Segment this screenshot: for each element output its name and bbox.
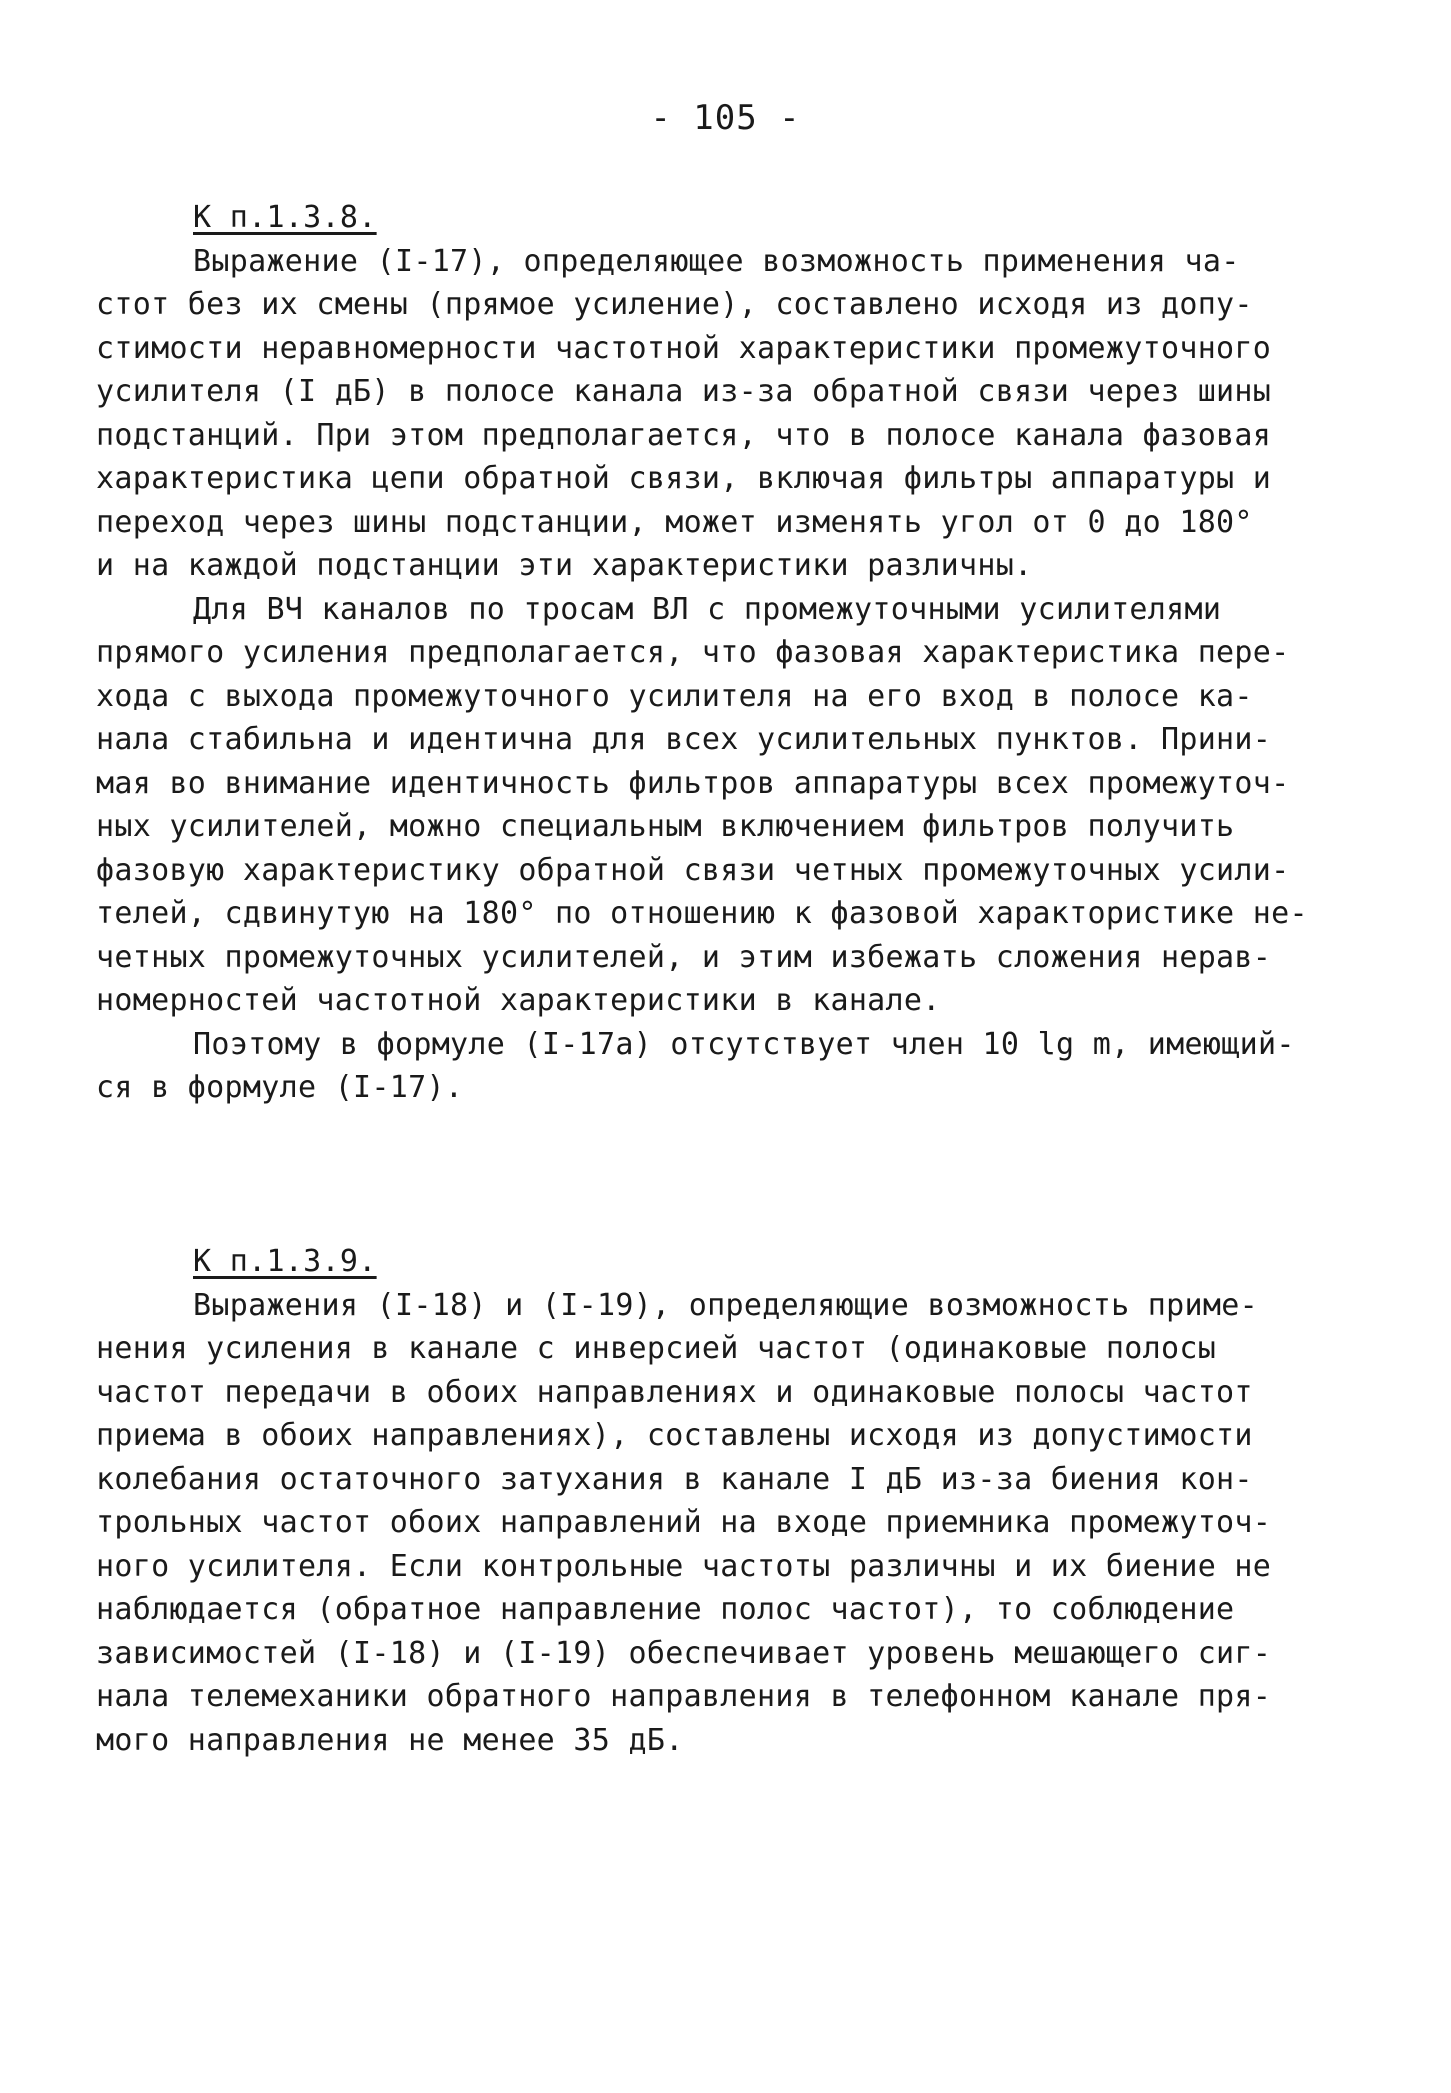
text-line: нения усиления в канале с инверсией частот (одинаковые полосы	[96, 1331, 1217, 1366]
text-line: мого направления не менее 35 дБ.	[96, 1722, 684, 1758]
text-line: Для ВЧ каналов по тросам ВЛ с промежуточными усилителями	[193, 591, 1222, 627]
text-line: характеристика цепи обратной связи, включая фильтры аппаратуры и	[96, 461, 1272, 496]
text-line: телей, сдвинутую на 180° по отношению к фазовой характористике не-	[96, 896, 1308, 931]
paragraph	[96, 1284, 1366, 1763]
section-heading: К п.1.3.9.	[193, 1244, 377, 1279]
section-body	[96, 1284, 1366, 1763]
section-body	[96, 240, 1366, 1110]
text-line: нала стабильна и идентична для всех усилительных пунктов. Прини-	[96, 722, 1272, 757]
section-heading: К п.1.3.8.	[193, 200, 377, 235]
text-line: стимости неравномерности частотной характеристики промежуточного	[96, 330, 1272, 366]
text-line: стот без их смены (прямое усиление), составлено исходя из допу-	[96, 287, 1253, 322]
text-line: колебания остаточного затухания в канале I дБ из-за биения кон-	[96, 1461, 1253, 1497]
text-line: подстанций. При этом предполагается, что в полосе канала фазовая	[96, 417, 1272, 453]
text-line: трольных частот обоих направлений на входе приемника промежуточ-	[96, 1505, 1272, 1540]
paragraph	[96, 588, 1366, 1023]
text-line: хода с выхода промежуточного усилителя на его вход в полосе ка-	[96, 678, 1253, 714]
section-1-3-8	[96, 196, 1366, 1110]
text-line: ного усилителя. Если контрольные частоты различны и их биение не	[96, 1548, 1272, 1584]
text-line: прямого усиления предполагается, что фазовая характеристика пере-	[96, 635, 1290, 670]
text-line: ся в формуле (I-17).	[96, 1070, 464, 1105]
text-line: нала телемеханики обратного направления в телефонном канале пря-	[96, 1679, 1272, 1714]
text-line: четных промежуточных усилителей, и этим избежать сложения нерав-	[96, 939, 1272, 975]
page-number: - 105 -	[650, 98, 801, 138]
text-line: приема в обоих направлениях), составлены исходя из допустимости	[96, 1418, 1253, 1453]
text-line: наблюдается (обратное направление полос частот), то соблюдение	[96, 1592, 1235, 1627]
paragraph	[96, 1023, 1366, 1110]
paragraph	[96, 240, 1366, 588]
text-line: частот передачи в обоих направлениях и одинаковые полосы частот	[96, 1374, 1253, 1410]
text-line: Выражения (I-18) и (I-19), определяющие возможность приме-	[193, 1287, 1258, 1323]
text-line: фазовую характеристику обратной связи четных промежуточных усили-	[96, 852, 1290, 888]
text-line: усилителя (I дБ) в полосе канала из-за обратной связи через шины	[96, 374, 1272, 409]
text-line: Поэтому в формуле (I-17а) отсутствует член 10 lg m, имеющий-	[193, 1026, 1295, 1062]
text-line: номерностей частотной характеристики в канале.	[96, 983, 941, 1018]
text-line: мая во внимание идентичность фильтров аппаратуры всех промежуточ-	[96, 765, 1290, 801]
section-1-3-9	[96, 1240, 1366, 1762]
text-line: ных усилителей, можно специальным включением фильтров получить	[96, 809, 1235, 844]
text-line: и на каждой подстанции эти характеристики различны.	[96, 548, 1033, 583]
text-line: Выражение (I-17), определяющее возможность применения ча-	[193, 243, 1240, 279]
text-line: переход через шины подстанции, может изменять угол от 0 до 180°	[96, 504, 1253, 540]
text-line: зависимостей (I-18) и (I-19) обеспечивает уровень мешающего сиг-	[96, 1635, 1272, 1671]
